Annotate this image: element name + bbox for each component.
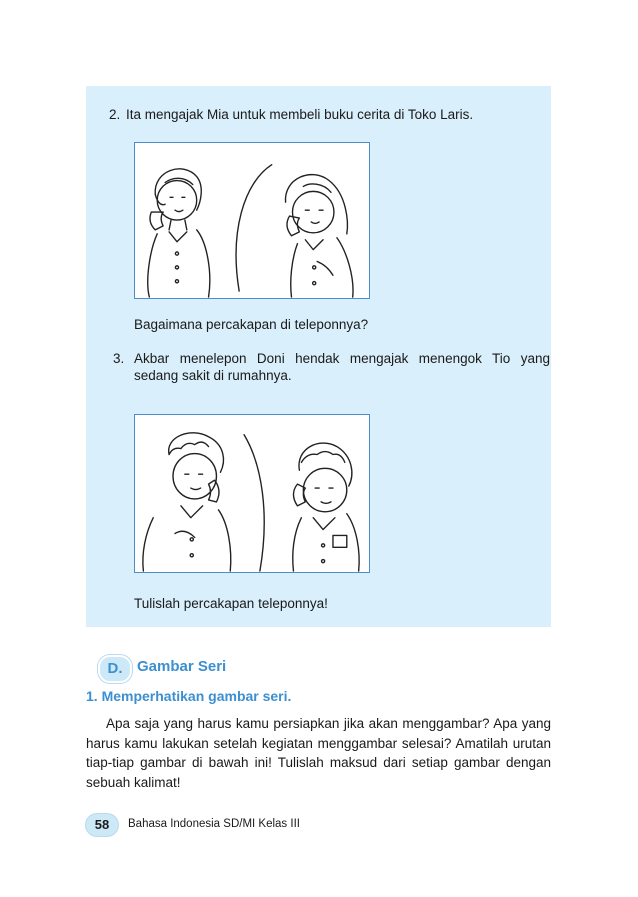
item-3-number: 3. [113, 351, 125, 366]
illustration-girls-phone-call [134, 142, 370, 299]
section-d-title: Gambar Seri [137, 658, 227, 675]
phone-call-illustration-2 [135, 415, 369, 572]
page-number: 58 [86, 814, 118, 836]
section-d-paragraph-text: Apa saja yang harus kamu persiapkan jika akan menggambar? Apa yang harus kamu lakukan setelah kegiatan menggambar selesai? Amatilah urutan tiap-tiap gambar di bawah ini! Tulislah maksud dari setiap gambar dengan sebuah kalimat! [86, 716, 551, 790]
item-2-number: 2. [109, 107, 121, 122]
illustration-boys-phone-call [134, 414, 370, 573]
item-2-question: Bagaimana percakapan di teleponnya? [134, 317, 369, 332]
section-d-badge: D. [98, 655, 132, 683]
section-d-paragraph [86, 714, 551, 792]
item-3-question: Tulislah percakapan teleponnya! [134, 596, 328, 611]
book-title: Bahasa Indonesia SD/MI Kelas III [128, 818, 300, 830]
phone-call-illustration-1 [135, 143, 369, 298]
section-d-subheading: 1. Memperhatikan gambar seri. [86, 688, 292, 704]
item-3-text: Akbar menelepon Doni hendak mengajak menengok Tio yang sedang sakit di rumahnya. [134, 351, 550, 383]
item-2-text: Ita mengajak Mia untuk membeli buku cerita di Toko Laris. [126, 107, 474, 122]
